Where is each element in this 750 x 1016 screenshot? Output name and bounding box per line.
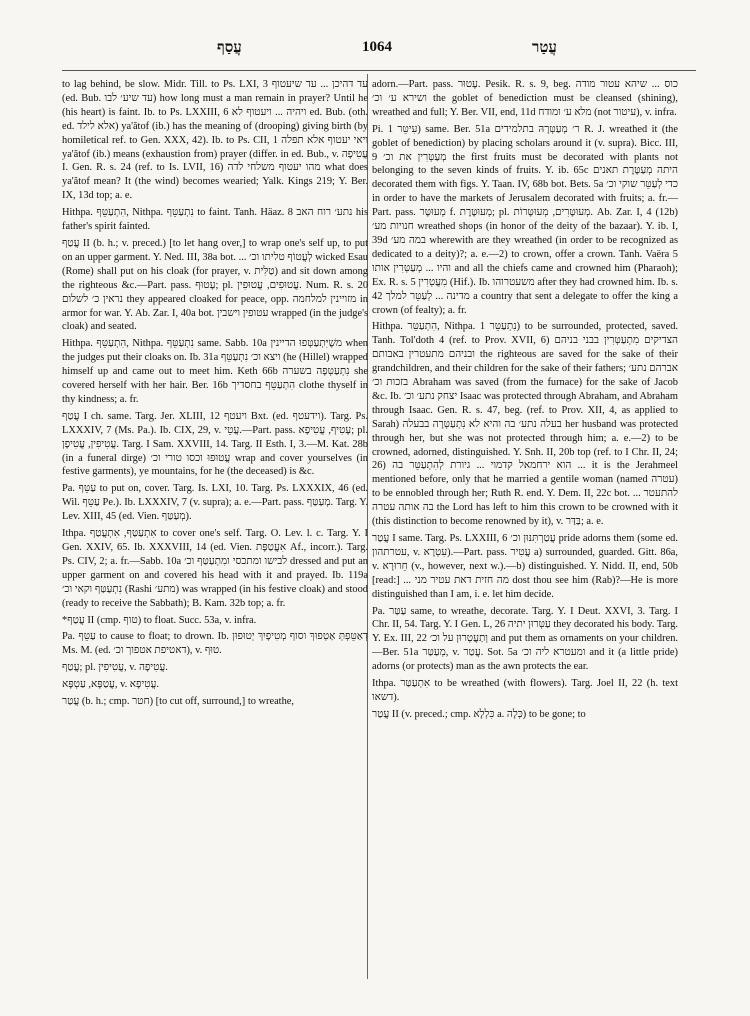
entry-paragraph: עֲטַר II (v. preced.; cmp. כִּלְלָא a. כְּלָה) to be gone; to — [372, 708, 586, 720]
entry-paragraph: Ithpa. אִתְעַטַּף, אִתְעֲטַף to cover one's self. Targ. O. Lev. l. c. Targ. Y. I Gen. XXIV, 65. Ib. XXXVIII, 14 (ed. Vien. אִעֲטַפָּת Af., incorr.). Targ. Ps. CIV, 2; a. fr.—Sabb. 10a לבישו ומתכסי ומִתְעַטַּף וכ׳ dressed and put an upper garment on and covered his head with it and prayed. Ib. 119a נִתְעַטַּף וקאי וכ׳ (Rashi מתע׳) was wrapped (in his festive cloak) and stood (ready to receive the Sabbath); B. Kam. 32b top; a. fr. — [62, 528, 368, 609]
entry-paragraph: Hithpa. הִתְעַטֵּר, Nithpa. נִתְעַטֵּר 1) to be surrounded, protected, saved. Tanh. Tol'doth 4 (ref. to Prov. XVII, 6) הצדיקים מִתְעַטְּרִין בבני בניהם ובניהם מתעטרין באבותם the righteous are saved for the sake of their grandchildren, and their children for the sake of their fathers; אברהם נתע׳ בזכות וכ׳ Abraham was saved (from the furnace) for the sake of Jacob &c. Ib. יצחק נתע׳ וכ׳ Isaac was protected through Abraham, and Abraham through Isaac. Gen. R. s. 47, beg. (ref. to Prov. XII, 4, as applied to Sarah) בעלה נתע׳ בה והיא לא נִתְעַטְּרָה בבעלה her husband was protected through her, but she was not protected through him; a. e.—2) to be crowned, adorned, distinguished. Y. Snh. II, 20b top (ref. to I Chr. II, 24; 26) הוא ירחמאל קדמוי ... גיורת לְהִתְעַטֵּר בה ... it is the Jerahmeel mentioned before, only that he married a gentile woman (named עטרה) to be ennobled through her; Ruth R. end. Y. Dem. II, 22c bot. ... להתעטר בה אותה עטרה the Lord has left to him this crown to be crowned with it (this distinction to become renowned by it), v. בַּדַּר; a. e. — [372, 321, 678, 528]
right-column — [372, 78, 678, 983]
page-header — [62, 40, 692, 62]
right-running-headword: עֲטַר — [532, 40, 557, 56]
entry-paragraph: Hithpa. הִתְעַטֵּף, Nithpa. נִתְעַטֵּף same. Sabb. 10a משֶׁיִּתְעַטְּפוּ הדיינין when the judges put their cloaks on. Ib. 31a ויצא וכ׳ נִתְעַטֵּף (he (Hillel) wrapped himself up and came out to meet him. Keth 66b נִתְעַטְּפָה בשערה she covered herself with her hair. Ber. 16b הִתְעַטֵּף בחסדיך clothe thyself in thy kindness; a. fr. — [62, 338, 368, 405]
entry-paragraph: עֲטַר (b. h.; cmp. חטר) [to cut off, surround,] to wreathe, — [62, 696, 294, 708]
entry-paragraph: עֲטַף II (b. h.; v. preced.) [to let hang over,] to wrap one's self up, to put on an upper garment. Y. Ned. III, 38a bot. ... לְעֲטוֹף טליתו וכ׳ wicked Esau (Rome) shall put on his cloak (for prayer, v. טַלִּית) and sit down among the righteous &c.—Part. pass. עָטוּף; pl. עֲטוּפִים, עֲטוּפִין. Num. R. s. 20 נראין כ׳ לשלום they appeared cloaked for peace, opp. מזויינין למלחמה in armor for war. Y. Ab. Zar. I, 40a bot. עטופין וישבין wrapped (in the judge's cloak) and seated. — [62, 237, 368, 333]
left-column — [62, 78, 368, 983]
entry-paragraph: Pa. עַטַּר same, to wreathe, decorate. Targ. Y. I Deut. XXVI, 3. Targ. I Chr. II, 54. Targ. Y. I Gen. L, 26 עַטְּרוּן יתיה they decorated his body. Targ. Y. Ex. III, 22 וְתַעֲטְרוּן על וכ׳ and put them as ornaments on your children.—Ber. 51a מְעַטַּר, v. עֲטַר. Sot. 5a ומעטרא ליה וכ׳ and it (a little pride) adorns (or protects) man as the awn protects the ear. — [372, 605, 678, 673]
page-number: 1064 — [362, 39, 392, 55]
entry-paragraph: Pa. עַטֵּף to put on, cover. Targ. Is. LXI, 10. Targ. Ps. LXXXIX, 46 (ed. Wil. עַטֵּף Pe.). Ib. LXXXIV, 7 (v. supra); a. e.—Part. pass. מְעַטַּף. Targ. Y. Lev. XIII, 45 (ed. Vien. מְעַטַּף). — [62, 483, 368, 523]
entry-paragraph: Pa. עַטֵּף to cause to float; to drown. Ib. דְאַטֵּפְתְּ אַטְפוּךְ וסוף מְטִיפָיִךְ יְטוּפוּן Ms. M. (ed. דאטיפת אטפוך וכ׳), v. טוּף. — [62, 631, 368, 657]
entry-paragraph: עֲטַף I ch. same. Targ. Jer. XLIII, 12 ויעטף Bxt. (ed. וידעטף). Targ. Ps. LXXXIV, 7 (Ms. Pa.). Ib. CIX, 29, v. עֲטֵי.—Part. pass. עָטִיף, עֲטִיפָא; pl. עֲטִיפִין, עֲטִיפָן. Targ. I Sam. XXVIII, 14. Targ. II Esth. I, 3.—M. Kat. 28b (in a funeral dirge) עֲטוּפוּ וכסו טורי וכ׳ wrap and cover yourselves (in festive garments), ye mountains, for he (the deceased) is &c. — [62, 410, 368, 478]
entry-paragraph: עֲטַפָּא, עַטְפָּא, v. עֲטִיפָא. — [62, 679, 159, 691]
left-running-headword: עֲסַף — [217, 40, 242, 56]
entry-paragraph: Hithpa. הִתְעַטֵּף, Nithpa. נִתְעַטֵּף to faint. Tanh. Häaz. 8 נתע׳ רוח האב his father's spirit fainted. — [62, 207, 368, 233]
entry-paragraph: Pi. עִיטֵּר 1) same. Ber. 51a ר׳ מְעַטְּרָהּ בתלמידים R. J. wreathed it (the goblet of benediction) by placing scholars around it (v. supra). Bicc. III, 9 מְעַטְּרִין את וכ׳ the first fruits must be decorated with plants not belonging to the seven kinds of fruits. Y. ib. 65c היתה מְעַטֶּרֶת תאנים decorated them with figs. Y. Taan. IV, 68b bot. Bets. 5a כדי לְעַטֵּר שוקי וכ׳ in order to have the markets of Jerusalem decorated with fruits; a. fr.—Part. pass. מְעוּטָּר f. מְעוּטֶּרֶת; pl. מְעוּטָּרִים, מְעוּטָּרוֹת. Ab. Zar. I, 4 (12b) חנויות מע׳ wreathed shops (in honor of the deity of the bazaar). Y. ib. I, 39d במה מע׳ wherewith are they wreathed (in order to be recognized as dedicated to a deity)?; a. e.—2) to crown, offer a crown. Tanh. Vaëra 5 והיו ... מְעַטְּרִין אותו and all the chiefs came and crowned him (Pharaoh); Ex. R. s. 5 מִעֲטְרִין (Hif.). Ib. משעטרוהו after they had crowned him. Ib. s. 42 מדינה ... לְעַטֵּר למלך a country that sent a delegate to offer the king a crown (of fealty); a. fr. — [372, 123, 678, 316]
entry-paragraph: to lag behind, be slow. Midr. Till. to Ps. LXI, 3 עד דהיכן ... עד שיעטוף (ed. Bub. עד שיע׳ לבו) how long must a man remain in prayer? Until he (his heart) is faint. Ib. to Ps. LXXIII, 6 ויהיה ... ויעטוף לא ed. Bub. (oth. ed. אלא לילד) ya'ătof (ib.) has the meaning of (drooping) giving birth (by homiletical ref. to Gen. XXX, 42). Ib. to Ps. CII, 1 ויאי יעטוף אלא תפלה ya'ătof (ib.) means (exhaustion from) prayer (differ. in ed. Bub., v. עֲטִיפָה I. Gen. R. s. 24 (ref. to Is. LVII, 16) מהו יעטוף משלחי לדה what does ya'ătof mean? It (the wind) becomes wearied; Yalk. Kings 219; Y. Ber. IX, 13d top; a. e. — [62, 79, 368, 202]
header-rule — [62, 70, 696, 71]
entry-paragraph: עֲטַר I same. Targ. Ps. LXXIII, 6 עֲטַרְתִּנּוּן וכ׳ pride adorns them (some ed. עטרתהון, v. עִטְרָא).—Part. pass. עֲטִיר a) surrounded, guarded. Gitt. 86a, v. חֵרוּרָא (v., however, next w.).—b) distinguished. Y. Nidd. II, end, 50b [read:] ... מה חזית דאת עטיר מני dost thou see him (Rab)?—He is more distinguished than I am, i. e. let him decide. — [372, 533, 678, 600]
entry-paragraph: adorn.—Part. pass. עָטוּר. Pesik. R. s. 9, beg. כוס ... שיהא עטור מודה ושירא ע׳ וכ׳ the goblet of benediction must be cleansed (shining), wreathed and full; Y. Ber. VII, end, 11d מלא ע׳ ומודח (not עיטור), v. infra. — [372, 79, 678, 118]
entry-paragraph: Ithpa. אִתְעַטַּר to be wreathed (with flowers). Targ. Joel II, 22 (h. text דשאו). — [372, 678, 678, 703]
entry-paragraph: עֲטַף; pl. עֲטִיפִין, v. עֲטִיפָה. — [62, 662, 168, 674]
entry-paragraph: *עֲטַף II (cmp. טוף) to float. Succ. 53a, v. infra. — [62, 614, 257, 626]
